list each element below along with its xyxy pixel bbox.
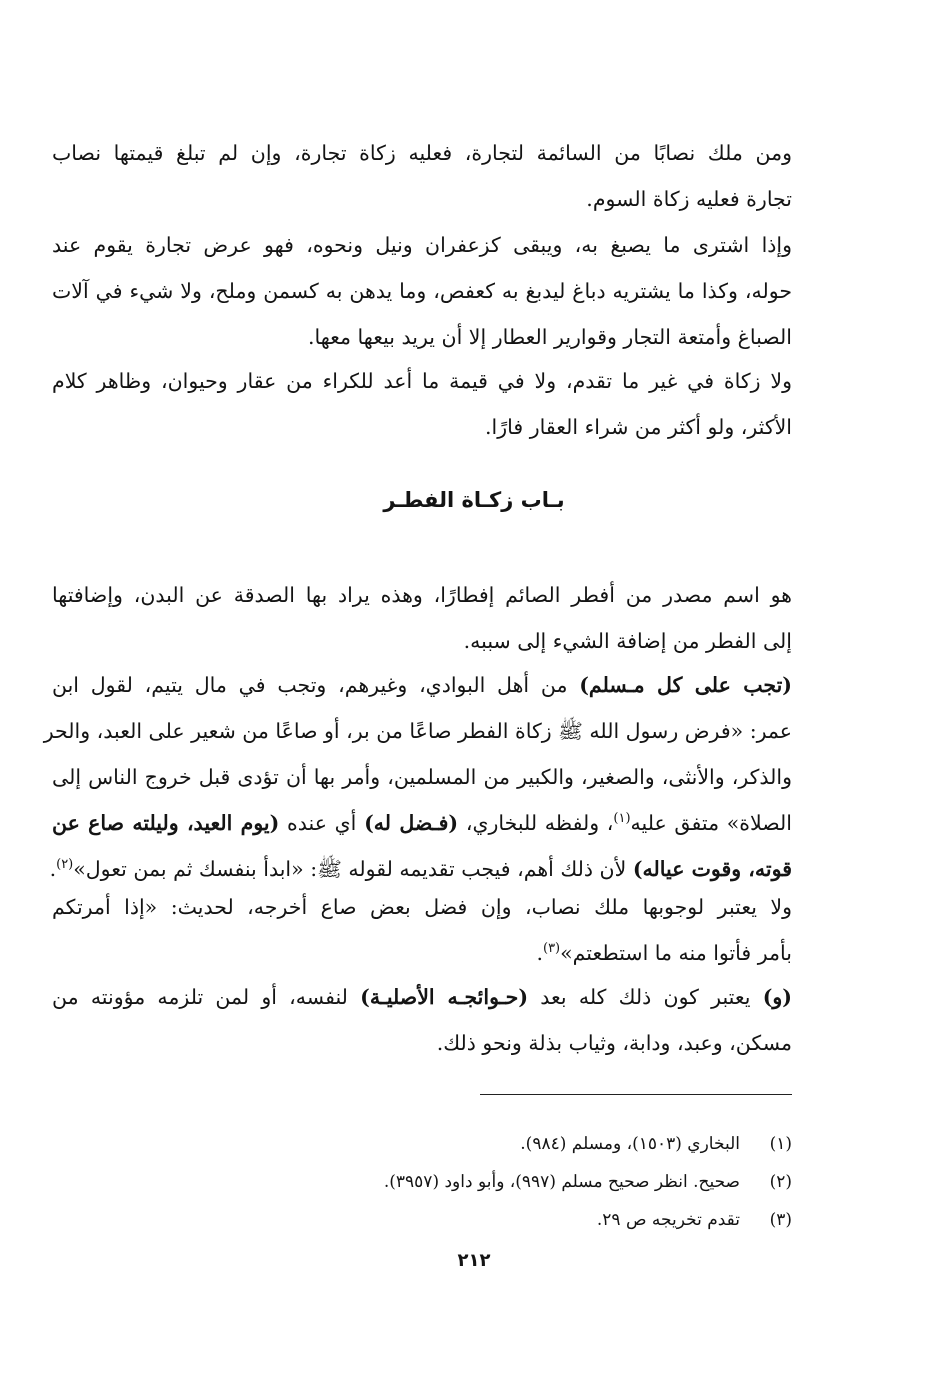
text-line xyxy=(52,930,792,976)
footnote-ref[interactable]: (٣) xyxy=(542,941,561,957)
text-line: وإذا اشترى ما يصبغ به، ويبقى كزعفران ونيل ونحوه، فهو عرض تجارة يقوم عند xyxy=(52,233,792,257)
text-line: عمر: «فرض رسول الله ﷺ زكاة الفطر صاعًا من بر، أو صاعًا من شعير على العبد، والحر xyxy=(43,719,792,743)
footnote-ref[interactable]: (٢) xyxy=(56,857,74,873)
footnote-item xyxy=(192,1125,792,1163)
matn-text: (يوم العيد، وليلته صاع عن xyxy=(52,811,280,835)
text-line: إلى الفطر من إضافة الشيء إلى سببه. xyxy=(463,629,792,653)
sharh-text: لنفسه، أو لمن تلزمه مؤونته من xyxy=(52,985,361,1009)
paragraph-fitr-definition xyxy=(52,572,792,664)
footnote-ref[interactable]: (١) xyxy=(613,811,631,827)
sharh-text: الصلاة» متفق عليه xyxy=(630,811,792,835)
matn-text: قوته، وقوت عياله) xyxy=(632,857,792,881)
section-heading: بـاب زكـاة الفطـر xyxy=(383,488,565,512)
text-line: مسكن، وعبد، ودابة، وثياب بذلة ونحو ذلك. xyxy=(436,1031,792,1055)
footnote-number: (٢) xyxy=(769,1172,792,1192)
sharh-text: . xyxy=(536,941,543,965)
text-line: حوله، وكذا ما يشتريه دباغ ليدبغ به كعفص، وما يدهن به كسمن وملح، ولا شيء في آلات xyxy=(52,279,792,303)
paragraph-no-nisab xyxy=(52,884,792,976)
footnote-text: صحيح. انظر صحيح مسلم (٩٩٧)، وأبو داود (٣٩٥٧). xyxy=(383,1172,740,1192)
page-number: ٢١٢ xyxy=(457,1250,491,1271)
sharh-text: أي عنده xyxy=(279,811,365,835)
footnote-divider xyxy=(480,1094,792,1095)
text-line xyxy=(52,662,792,708)
text-line: الأكثر، ولو أكثر من شراء العقار فارًا. xyxy=(485,415,792,439)
sharh-text: بأمر فأتوا منه ما استطعتم» xyxy=(560,941,792,965)
paragraph-trade-livestock xyxy=(52,130,792,222)
footnote-item xyxy=(192,1201,792,1239)
sharh-text: . xyxy=(49,857,57,881)
text-line xyxy=(52,974,792,1020)
text-line: ولا يعتبر لوجوبها ملك نصاب، وإن فضل بعض صاع أخرجه، لحديث: «إذا أمرتكم xyxy=(52,895,792,919)
footnote-text: البخاري (١٥٠٣)، ومسلم (٩٨٤). xyxy=(520,1134,740,1154)
text-line xyxy=(52,800,792,846)
text-line: تجارة فعليه زكاة السوم. xyxy=(586,187,792,211)
matn-text: (تجب على كل مـسلم) xyxy=(579,673,792,697)
sharh-text: من أهل البوادي، وغيرهم، وتجب في مال يتيم، لقول ابن xyxy=(52,673,580,697)
sharh-text: ، ولفظه للبخاري، xyxy=(458,811,614,835)
text-line: ومن ملك نصابًا من السائمة لتجارة، فعليه زكاة تجارة، وإن لم تبلغ قيمتها نصاب xyxy=(52,141,792,165)
footnote-text: تقدم تخريجه ص ٢٩. xyxy=(596,1210,740,1230)
footnotes xyxy=(192,1125,792,1239)
text-line: والذكر، والأنثى، والصغير، والكبير من المسلمين، وأمر بها أن تؤدى قبل خروج الناس إلى xyxy=(52,765,792,789)
sharh-text: يعتبر كون ذلك كله بعد xyxy=(528,985,763,1009)
sharh-text: لأن ذلك أهم، فيجب تقديمه لقوله ﷺ: «ابدأ بنفسك ثم بمن تعول» xyxy=(73,857,633,881)
matn-text: (فـضل له) xyxy=(364,811,459,835)
text-line: ولا زكاة في غير ما تقدم، ولا في قيمة ما أعد للكراء من عقار وحيوان، وظاهر كلام xyxy=(52,369,792,393)
matn-text: (حـوائجـه الأصليـة) xyxy=(360,985,529,1009)
paragraph-fitr-obligation xyxy=(43,662,792,892)
footnote-item xyxy=(192,1163,792,1201)
text-line: هو اسم مصدر من أفطر الصائم إفطارًا، وهذه يراد بها الصدقة عن البدن، وإضافتها xyxy=(52,583,792,607)
footnote-number: (٣) xyxy=(769,1210,792,1230)
paragraph-basic-needs xyxy=(52,974,792,1066)
footnote-number: (١) xyxy=(769,1134,792,1154)
matn-text: (و) xyxy=(762,985,792,1009)
text-line: الصباغ وأمتعة التجار وقوارير العطار إلا أن يريد بيعها معها. xyxy=(307,325,792,349)
paragraph-dye-purchase xyxy=(52,222,792,360)
paragraph-no-zakat xyxy=(52,358,792,450)
